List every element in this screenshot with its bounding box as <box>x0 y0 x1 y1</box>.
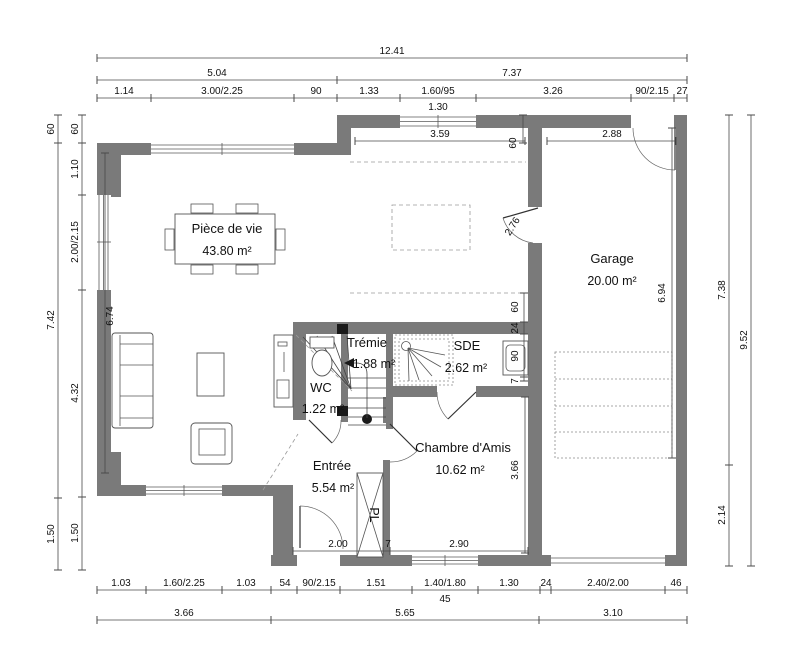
room-area-tremie: 1.88 m² <box>352 357 396 371</box>
dim-label: 7.38 <box>717 280 728 300</box>
dimensions-top <box>97 46 688 113</box>
room-name-garage: Garage <box>590 251 634 266</box>
dim-label: 1.03 <box>111 578 131 589</box>
dim-label: 45 <box>439 594 451 605</box>
dim-label: 1.40/1.80 <box>424 578 466 589</box>
window-west-living <box>97 195 111 290</box>
dim-label: 1.30 <box>428 102 448 113</box>
dim-label: 2.40/2.00 <box>587 578 629 589</box>
dim-label: 90 <box>510 350 521 362</box>
dim-label: 1.10 <box>70 159 81 179</box>
dim-label: 1.30 <box>499 578 519 589</box>
armchair <box>191 423 232 464</box>
dimensions-left <box>46 115 86 570</box>
toilet <box>310 337 334 376</box>
dim-label: 2.14 <box>717 505 728 525</box>
dim-label: 3.10 <box>603 608 623 619</box>
room-name-wc: WC <box>310 380 332 395</box>
dim-label: 3.00/2.25 <box>201 86 243 97</box>
dim-label: 7.37 <box>502 68 522 79</box>
sofa <box>112 333 153 428</box>
room-area-piece-de-vie: 43.80 m² <box>202 244 252 258</box>
window-south-chambre <box>412 555 478 566</box>
room-area-chambre: 10.62 m² <box>435 463 485 477</box>
garage-north-door <box>633 128 675 170</box>
dim-label: 6.74 <box>105 306 116 326</box>
dim-label: 1.50 <box>46 524 57 544</box>
dim-label: 1.03 <box>236 578 256 589</box>
dim-label: 90 <box>310 86 322 97</box>
dim-label: 7.42 <box>46 310 57 330</box>
walls <box>97 115 687 566</box>
wall-post <box>337 324 348 334</box>
dining-table <box>165 204 285 274</box>
room-name-tremie: Trémie <box>347 335 387 350</box>
shower <box>395 335 453 385</box>
dim-label: 46 <box>670 578 682 589</box>
coffee-table <box>197 353 224 396</box>
room-name-chambre: Chambre d'Amis <box>415 440 511 455</box>
room-name-entree: Entrée <box>312 458 352 473</box>
dim-label: 5.65 <box>395 608 415 619</box>
garage-door-south <box>551 555 665 566</box>
room-name-placard: PL <box>367 507 381 523</box>
room-area-wc: 1.22 m² <box>301 402 345 416</box>
dim-label: 7 <box>510 378 521 384</box>
dim-label: 3.66 <box>510 460 521 480</box>
dim-label: 3.26 <box>543 86 563 97</box>
garage-floor-stripes <box>555 352 672 458</box>
dim-label: 9.52 <box>739 330 750 350</box>
dim-label: 90/2.15 <box>635 86 669 97</box>
dim-label: 7 <box>385 539 391 550</box>
dim-label: 27 <box>676 86 688 97</box>
window-north-living <box>151 143 294 155</box>
dim-label: 4.32 <box>70 383 81 403</box>
dim-label: 60 <box>70 123 81 135</box>
dim-label: 6.94 <box>657 283 668 303</box>
dim-label: 1.14 <box>114 86 134 97</box>
wc-door <box>309 420 341 443</box>
chambre-door <box>390 424 417 462</box>
dim-label: 60 <box>510 301 521 313</box>
dim-label: 1.50 <box>70 523 81 543</box>
room-area-garage: 20.00 m² <box>587 274 637 288</box>
sde-door <box>437 392 476 419</box>
dim-label: 1.60/2.25 <box>163 578 205 589</box>
dim-label: 2.90 <box>449 539 469 550</box>
window-south-living <box>146 485 222 496</box>
room-name-sde: SDE <box>453 338 481 353</box>
dim-label: 2.00/2.15 <box>70 221 81 263</box>
dim-label: 24 <box>540 578 552 589</box>
dim-label: 24 <box>510 322 521 334</box>
dimensions-bottom <box>97 578 687 624</box>
dim-label: 3.66 <box>174 608 194 619</box>
dim-label: 1.33 <box>359 86 379 97</box>
dim-label: 5.04 <box>207 68 227 79</box>
dimensions-right <box>717 115 755 566</box>
dim-label: 2.88 <box>602 129 622 140</box>
room-area-sde: 2.62 m² <box>444 361 488 375</box>
dim-label: 2.00 <box>328 539 348 550</box>
room-name-piece-de-vie: Pièce de vie <box>191 221 263 236</box>
dim-label: 1.51 <box>366 578 386 589</box>
dim-label: 3.59 <box>430 129 450 140</box>
room-area-entree: 5.54 m² <box>311 481 355 495</box>
dim-label: 60 <box>508 137 519 149</box>
dim-label: 54 <box>279 578 291 589</box>
dim-label: 1.60/95 <box>421 86 455 97</box>
window-north-kitchen <box>400 115 476 128</box>
dim-label: 90/2.15 <box>302 578 336 589</box>
dim-label: 60 <box>46 123 57 135</box>
kitchen-island <box>392 205 470 250</box>
dim-label: 12.41 <box>379 46 405 57</box>
dim-label: 2.76 <box>503 215 523 238</box>
desk <box>274 335 293 407</box>
